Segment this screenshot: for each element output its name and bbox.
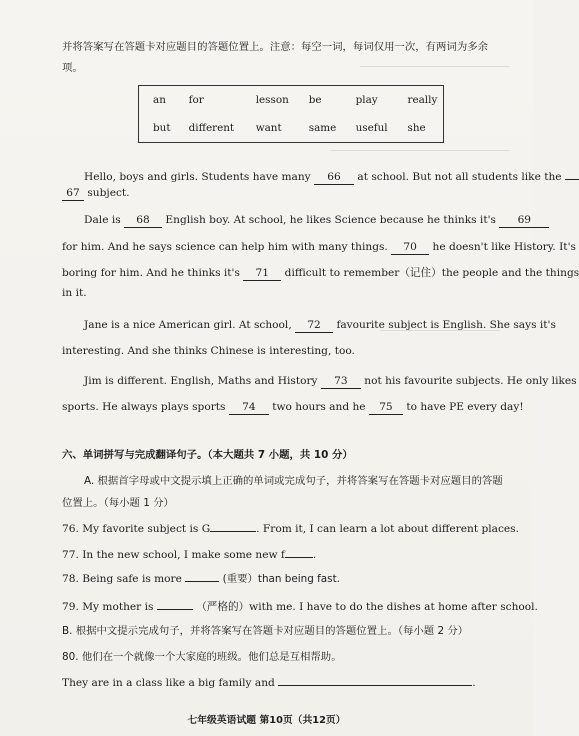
blank-77	[285, 557, 313, 558]
passage-text: in it.	[62, 287, 87, 299]
question-78	[62, 572, 340, 586]
question-79	[62, 600, 538, 614]
passage-text: subject.	[87, 187, 130, 199]
passage-text: to have PE every day!	[406, 401, 524, 413]
passage-text: not his favourite subjects. He only likes	[364, 375, 577, 387]
blank-79	[157, 609, 193, 610]
passage-line	[62, 240, 576, 255]
word-bank-row	[139, 86, 444, 115]
instruction-a-line-2: 位置上。（每小题 1 分）	[62, 497, 174, 509]
word-bank-word: really	[407, 94, 438, 106]
question-text: 78. Being safe is more	[62, 573, 182, 585]
word-bank-word: be	[308, 94, 322, 106]
passage-line	[62, 186, 130, 201]
blank-72: 72	[295, 318, 333, 333]
blank-67-start	[565, 179, 579, 180]
passage-line	[84, 170, 579, 185]
passage-text: favourite subject is English. She says it's	[336, 319, 556, 331]
blank-67: 67	[62, 186, 84, 201]
question-text: . From it, I can learn a lot about different places.	[256, 523, 519, 535]
blank-70: 70	[391, 240, 429, 255]
bleed-through-line	[360, 66, 510, 67]
question-text: 77. In the new school, I make some new f	[62, 549, 285, 561]
word-bank-word: an	[153, 94, 166, 106]
word-bank-word: play	[355, 94, 378, 106]
question-80-chinese: 80. 他们在一个就像一个大家庭的班级。他们总是互相帮助。	[62, 651, 342, 663]
question-text: .	[312, 549, 317, 561]
passage-line	[84, 374, 577, 389]
word-bank-word: but	[153, 122, 171, 134]
question-text: （严格的）with me. I have to do the dishes at home after school.	[196, 601, 538, 613]
passage-text: difficult to remember（记住）the people and the things	[284, 267, 579, 279]
word-bank-row	[139, 114, 444, 143]
word-bank-word: for	[188, 94, 204, 106]
question-text: (重要）than being fast.	[222, 573, 340, 585]
passage-text: boring for him. And he thinks it's	[62, 267, 240, 279]
question-76	[62, 522, 519, 536]
passage-line	[84, 213, 549, 228]
passage-text: sports. He always plays sports	[62, 401, 226, 413]
word-bank-word: useful	[355, 122, 388, 134]
question-77	[62, 548, 316, 562]
blank-69: 69	[499, 213, 549, 228]
blank-76	[210, 531, 256, 532]
page-footer: 七年级英语试题 第10页（共12页）	[187, 715, 346, 726]
passage-text: Jim is different. English, Maths and History	[84, 375, 318, 387]
passage-text: English boy. At school, he likes Science because he thinks it's	[165, 214, 496, 226]
blank-80	[278, 685, 472, 686]
passage-line	[62, 266, 579, 281]
instruction-a-line-1: A. 根据首字母或中文提示填上正确的单词或完成句子，并将答案写在答题卡对应题目的答题	[84, 475, 503, 487]
passage-text: Hello, boys and girls. Students have many	[84, 171, 311, 183]
question-text: .	[472, 677, 476, 689]
question-text: They are in a class like a big family and	[62, 677, 275, 689]
word-bank-word: want	[255, 122, 282, 134]
passage-line	[62, 400, 524, 415]
passage-text: for him. And he says science can help him with many things.	[62, 241, 388, 253]
question-80	[62, 676, 476, 690]
section-heading: 六、单词拼写与完成翻译句子。（本大题共 7 小题，共 10 分）	[62, 449, 353, 461]
passage-text: at school. But not all students like the	[357, 171, 562, 183]
blank-71: 71	[243, 266, 281, 281]
word-bank-box	[138, 85, 444, 143]
instruction-line-2: 项。	[62, 62, 83, 74]
instruction-line-1: 并将答案写在答题卡对应题目的答题位置上。注意：每空一词，每词仅用一次，有两词为多余	[62, 41, 489, 53]
passage-line	[62, 344, 355, 358]
passage-text: he doesn't like History. It's	[432, 241, 576, 253]
blank-75: 75	[369, 400, 403, 415]
passage-text: Dale is	[84, 214, 121, 226]
blank-68: 68	[124, 213, 162, 228]
passage-text: Jane is a nice American girl. At school,	[84, 319, 292, 331]
question-text: 79. My mother is	[62, 601, 154, 613]
blank-78	[185, 581, 219, 582]
passage-line	[84, 318, 556, 333]
passage-line	[62, 286, 87, 300]
word-bank-word: she	[407, 122, 426, 134]
bleed-through-line	[330, 150, 510, 151]
blank-66: 66	[314, 170, 354, 185]
blank-74: 74	[229, 400, 269, 415]
question-text: 76. My favorite subject is G	[62, 523, 211, 535]
word-bank-word: lesson	[255, 94, 289, 106]
word-bank-word: same	[308, 122, 337, 134]
passage-text: interesting. And she thinks Chinese is interesting, too.	[62, 345, 355, 357]
blank-73: 73	[321, 374, 361, 389]
instruction-b: B. 根据中文提示完成句子，并将答案写在答题卡对应题目的答题位置上。（每小题 2 分）	[62, 625, 469, 637]
passage-text: two hours and he	[272, 401, 366, 413]
word-bank-word: different	[188, 122, 235, 134]
